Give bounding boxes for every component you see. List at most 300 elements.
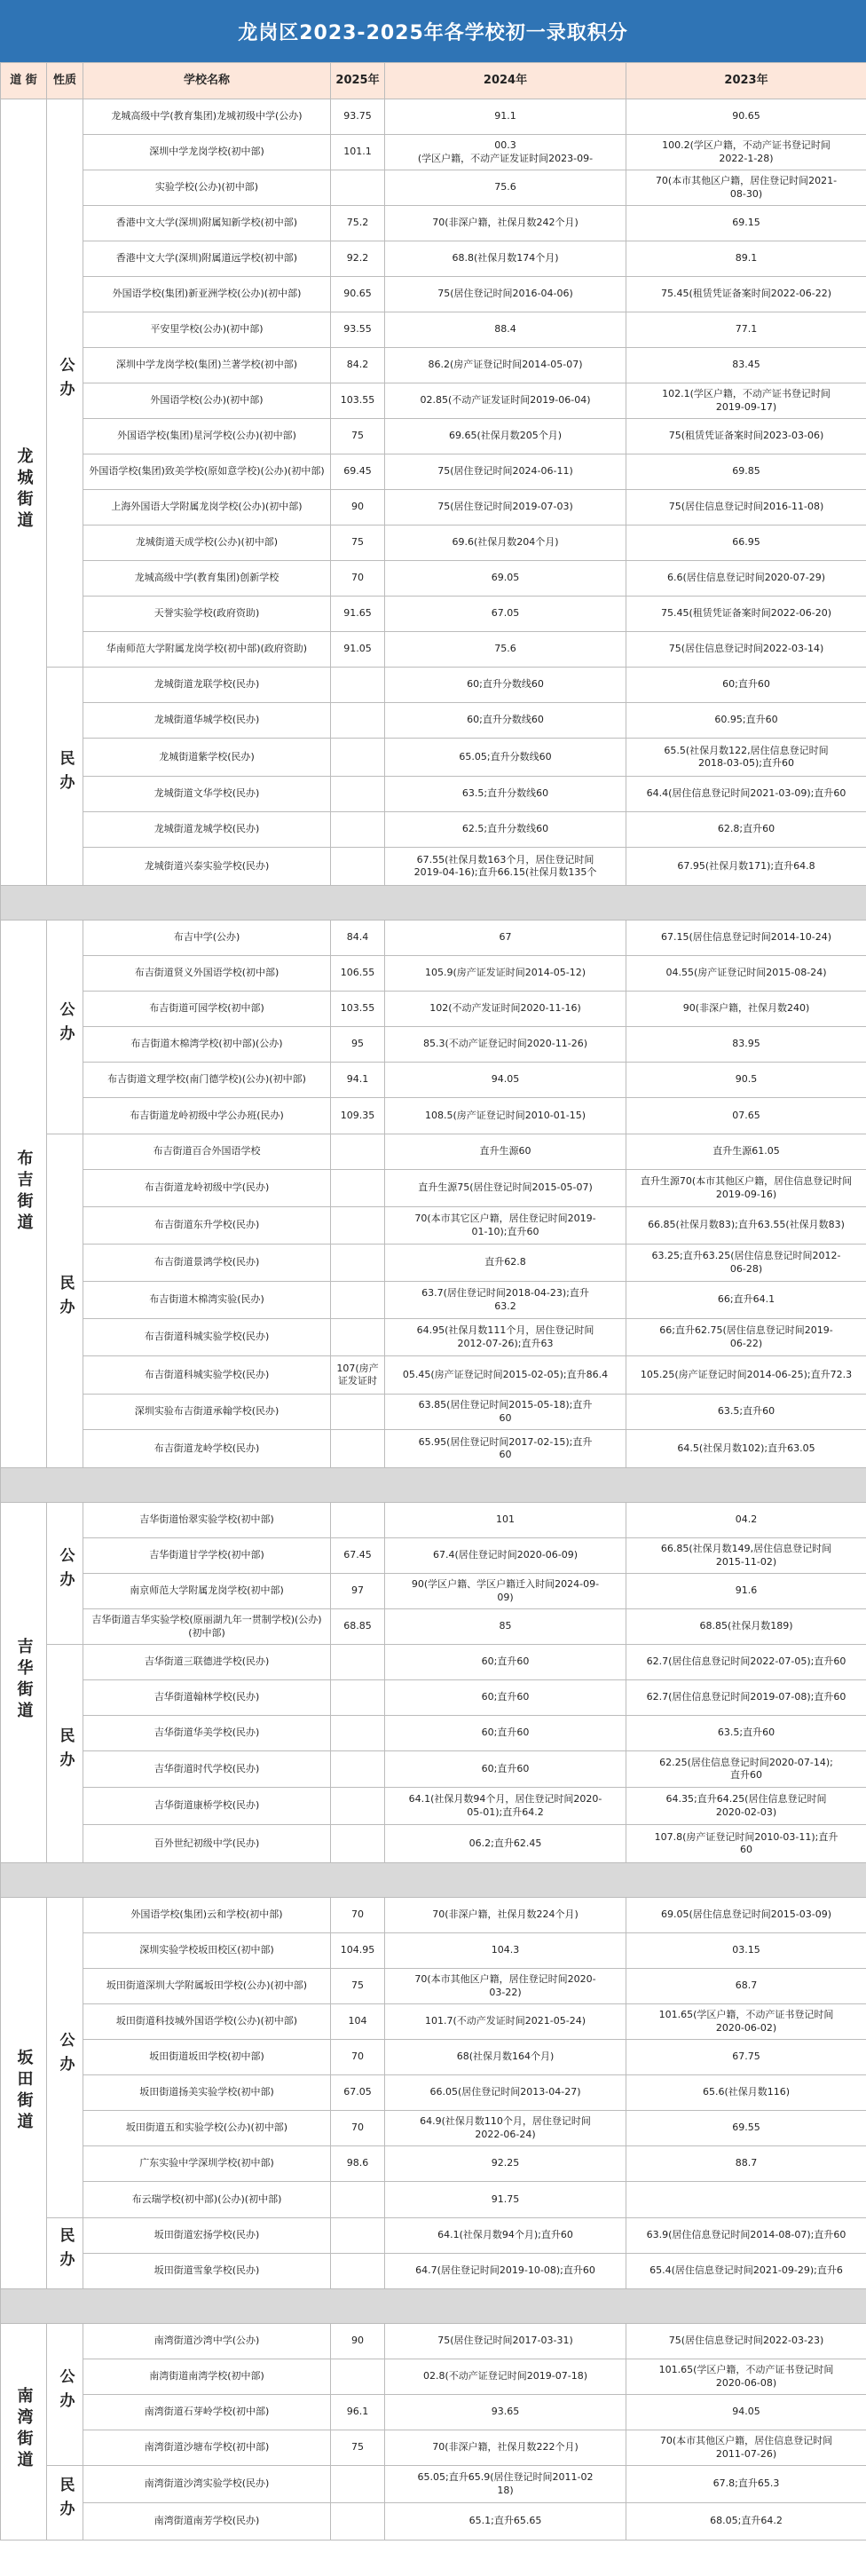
school-name-cell: 龙城街道华城学校(民办) [83,703,331,739]
table-row [1,2430,866,2466]
score-2024-cell: 70(本市其它区户籍，居住登记时间2019- 01-10);直升60 [385,1207,626,1245]
score-2023-cell: 66;直升62.75(居住信息登记时间2019- 06-22) [626,1319,866,1356]
score-2024-cell: 64.95(社保月数111个月，居住登记时间 2012-07-26);直升63 [385,1319,626,1356]
score-2025-cell: 104.95 [331,1933,385,1969]
table-row [1,597,866,632]
school-name-cell: 坂田街道扬美实验学校(初中部) [83,2075,331,2111]
table-row [1,170,866,206]
score-2024-cell: 60;直升分数线60 [385,703,626,739]
score-2023-cell: 67.8;直升65.3 [626,2466,866,2503]
score-2025-cell [331,170,385,206]
table-row [1,206,866,241]
school-name-cell: 布云瑞学校(初中部)(公办)(初中部) [83,2182,331,2218]
school-name-cell: 布吉街道东升学校(民办) [83,1207,331,1245]
table-row [1,2182,866,2218]
score-2024-cell: 92.25 [385,2146,626,2182]
score-2025-cell: 90 [331,2324,385,2359]
school-name-cell: 吉华街道翰林学校(民办) [83,1680,331,1716]
score-2023-cell: 64.35;直升64.25(居住信息登记时间 2020-02-03) [626,1788,866,1825]
score-2024-cell: 62.5;直升分数线60 [385,812,626,848]
school-name-cell: 坂田街道科技城外国语学校(公办)(初中部) [83,2004,331,2040]
score-2024-cell: 68(社保月数164个月) [385,2040,626,2075]
nature-cell [47,2324,83,2466]
school-name-cell: 上海外国语大学附属龙岗学校(公办)(初中部) [83,490,331,525]
table-row [1,1716,866,1751]
score-2025-cell [331,2466,385,2503]
score-2024-cell: 64.9(社保月数110个月，居住登记时间 2022-06-24) [385,2111,626,2146]
score-2024-cell: 70(非深户籍，社保月数224个月) [385,1898,626,1933]
score-2024-cell: 60;直升分数线60 [385,668,626,703]
school-name-cell: 龙城街道紫学校(民办) [83,739,331,777]
score-2023-cell [626,2182,866,2218]
school-name-cell: 坂田街道五和实验学校(公办)(初中部) [83,2111,331,2146]
table-row [1,2040,866,2075]
score-2023-cell: 65.4(居住信息登记时间2021-09-29);直升6 [626,2254,866,2289]
header-street: 道 街 [1,63,47,99]
score-2025-cell: 75 [331,1969,385,2004]
school-name-cell: 香港中文大学(深圳)附属知新学校(初中部) [83,206,331,241]
table-row [1,312,866,348]
table-row [1,956,866,992]
score-2023-cell: 89.1 [626,241,866,277]
score-2025-cell: 84.2 [331,348,385,383]
score-2025-cell: 70 [331,561,385,597]
score-2023-cell: 07.65 [626,1098,866,1134]
score-2024-cell: 67.55(社保月数163个月，居住登记时间 2019-04-16);直升66.15(社保月数135个 [385,848,626,886]
table-row [1,632,866,668]
score-2023-cell: 68.7 [626,1969,866,2004]
score-2024-cell: 66.05(居住登记时间2013-04-27) [385,2075,626,2111]
table-row [1,561,866,597]
nature-cell [47,1645,83,1863]
score-2023-cell: 90(非深户籍，社保月数240) [626,992,866,1027]
table-row [1,992,866,1027]
table-row [1,2218,866,2254]
score-2023-cell: 101.65(学区户籍，不动产证书登记时间 2020-06-02) [626,2004,866,2040]
score-2025-cell [331,2503,385,2540]
street-cell [1,1898,47,2289]
school-name-cell: 布吉街道可园学校(初中部) [83,992,331,1027]
score-2024-cell: 70(非深户籍，社保月数242个月) [385,206,626,241]
score-2025-cell: 93.55 [331,312,385,348]
table-row [1,2004,866,2040]
table-row [1,2111,866,2146]
school-name-cell: 深圳中学龙岗学校(集团)兰著学校(初中部) [83,348,331,383]
score-2025-cell: 101.1 [331,135,385,170]
table-body [1,99,866,2540]
table-row [1,1207,866,1245]
table-row [1,2146,866,2182]
score-2023-cell: 69.15 [626,206,866,241]
table-row [1,1170,866,1207]
school-name-cell: 龙城街道天成学校(公办)(初中部) [83,525,331,561]
score-2023-cell: 63.5;直升60 [626,1395,866,1430]
score-2025-cell [331,1503,385,1538]
section-separator [1,1468,866,1503]
score-2025-cell [331,1319,385,1356]
school-name-cell: 布吉街道龙岭初级中学(民办) [83,1170,331,1207]
score-2024-cell: 63.5;直升分数线60 [385,777,626,812]
nature-label: 公办 [56,2368,75,2417]
school-name-cell: 布吉街道木棉湾实验(民办) [83,1282,331,1319]
score-2025-cell: 94.1 [331,1063,385,1098]
score-2023-cell: 6.6(居住信息登记时间2020-07-29) [626,561,866,597]
score-2024-cell: 105.9(房产证发证时间2014-05-12) [385,956,626,992]
header-2025: 2025年 [331,63,385,99]
score-2025-cell: 70 [331,2111,385,2146]
school-name-cell: 吉华街道三联德进学校(民办) [83,1645,331,1680]
score-2023-cell: 75(居住信息登记时间2022-03-23) [626,2324,866,2359]
score-2024-cell: 64.1(社保月数94个月，居住登记时间2020- 05-01);直升64.2 [385,1788,626,1825]
score-2025-cell [331,812,385,848]
nature-cell [47,2218,83,2289]
table-row [1,135,866,170]
score-2023-cell: 63.5;直升60 [626,1716,866,1751]
score-2023-cell: 107.8(房产证登记时间2010-03-11);直升 60 [626,1825,866,1863]
street-cell [1,921,47,1468]
school-name-cell: 南湾街道石芽岭学校(初中部) [83,2395,331,2430]
table-row [1,1788,866,1825]
score-2025-cell: 67.05 [331,2075,385,2111]
score-2023-cell: 69.85 [626,454,866,490]
table-row [1,1751,866,1788]
table-row [1,1319,866,1356]
nature-cell [47,1503,83,1645]
school-name-cell: 龙城街道兴泰实验学校(民办) [83,848,331,886]
score-2025-cell [331,1282,385,1319]
score-2025-cell [331,1680,385,1716]
table-row [1,703,866,739]
table-row [1,2254,866,2289]
table-row [1,1063,866,1098]
school-name-cell: 吉华街道怡翠实验学校(初中部) [83,1503,331,1538]
table-row [1,2324,866,2359]
school-name-cell: 吉华街道华美学校(民办) [83,1716,331,1751]
score-2025-cell [331,1170,385,1207]
score-2023-cell: 75(居住信息登记时间2022-03-14) [626,632,866,668]
school-name-cell: 深圳中学龙岗学校(初中部) [83,135,331,170]
table-row [1,490,866,525]
score-2023-cell: 102.1(学区户籍，不动产证书登记时间 2019-09-17) [626,383,866,419]
score-2025-cell: 97 [331,1574,385,1609]
school-name-cell: 华南师范大学附属龙岗学校(初中部)(政府资助) [83,632,331,668]
street-name: 吉华街道 [14,1638,34,1724]
score-2023-cell: 62.7(居住信息登记时间2019-07-08);直升60 [626,1680,866,1716]
score-2023-cell: 90.65 [626,99,866,135]
school-name-cell: 龙城街道龙城学校(民办) [83,812,331,848]
score-2025-cell [331,2182,385,2218]
header-2024: 2024年 [385,63,626,99]
school-name-cell: 外国语学校(集团)新亚洲学校(公办)(初中部) [83,277,331,312]
table-row [1,1245,866,1282]
table-row [1,1969,866,2004]
nature-cell [47,921,83,1134]
score-2023-cell: 63.25;直升63.25(居住信息登记时间2012- 06-28) [626,1245,866,1282]
score-2024-cell: 75(居住登记时间2019-07-03) [385,490,626,525]
table-row [1,348,866,383]
score-2024-cell: 63.85(居住登记时间2015-05-18);直升 60 [385,1395,626,1430]
street-name: 布吉街道 [14,1149,34,1235]
score-2023-cell: 101.65(学区户籍，不动产证书登记时间 2020-06-08) [626,2359,866,2395]
score-2024-cell: 63.7(居住登记时间2018-04-23);直升 63.2 [385,1282,626,1319]
school-name-cell: 深圳实验布吉街道承翰学校(民办) [83,1395,331,1430]
score-2025-cell: 70 [331,1898,385,1933]
score-2024-cell: 60;直升60 [385,1716,626,1751]
section-separator [1,2289,866,2324]
score-2023-cell: 75(租赁凭证备案时间2023-03-06) [626,419,866,454]
score-2024-cell: 70(非深户籍，社保月数222个月) [385,2430,626,2466]
street-cell [1,2324,47,2540]
header-school: 学校名称 [83,63,331,99]
table-header-row [1,63,866,99]
table-row [1,454,866,490]
table-row [1,1538,866,1574]
nature-cell [47,99,83,668]
score-2023-cell: 62.8;直升60 [626,812,866,848]
score-2023-cell: 04.55(房产证登记时间2015-08-24) [626,956,866,992]
score-2025-cell [331,2359,385,2395]
school-name-cell: 广东实验中学深圳学校(初中部) [83,2146,331,2182]
score-2024-cell: 104.3 [385,1933,626,1969]
score-2024-cell: 65.95(居住登记时间2017-02-15);直升 60 [385,1430,626,1468]
score-2024-cell: 60;直升60 [385,1680,626,1716]
score-2024-cell: 60;直升60 [385,1751,626,1788]
street-name: 南湾街道 [14,2387,34,2473]
table-row [1,1134,866,1170]
score-2024-cell: 101 [385,1503,626,1538]
school-name-cell: 龙城高级中学(教育集团)创新学校 [83,561,331,597]
score-2023-cell: 67.95(社保月数171);直升64.8 [626,848,866,886]
score-2024-cell: 85.3(不动产证登记时间2020-11-26) [385,1027,626,1063]
table-row [1,921,866,956]
score-2024-cell: 直升62.8 [385,1245,626,1282]
score-2023-cell: 66.95 [626,525,866,561]
score-2023-cell: 65.5(社保月数122,居住信息登记时间 2018-03-05);直升60 [626,739,866,777]
score-2025-cell: 68.85 [331,1609,385,1645]
score-2024-cell: 75(居住登记时间2017-03-31) [385,2324,626,2359]
school-name-cell: 布吉街道龙岭学校(民办) [83,1430,331,1468]
table-row [1,2075,866,2111]
score-2024-cell: 91.75 [385,2182,626,2218]
table-row [1,1933,866,1969]
score-2023-cell: 62.25(居住信息登记时间2020-07-14); 直升60 [626,1751,866,1788]
score-2024-cell: 67.05 [385,597,626,632]
score-2023-cell: 75.45(租赁凭证备案时间2022-06-22) [626,277,866,312]
score-2025-cell: 91.05 [331,632,385,668]
score-2023-cell: 69.05(居住信息登记时间2015-03-09) [626,1898,866,1933]
table-row [1,1609,866,1645]
score-2023-cell: 直升生源70(本市其他区户籍，居住信息登记时间2019-09-16) [626,1170,866,1207]
score-2024-cell: 65.05;直升分数线60 [385,739,626,777]
score-2024-cell: 94.05 [385,1063,626,1098]
score-2023-cell: 62.7(居住信息登记时间2022-07-05);直升60 [626,1645,866,1680]
score-2025-cell: 75.2 [331,206,385,241]
nature-cell [47,1898,83,2218]
school-name-cell: 吉华街道吉华实验学校(原丽湖九年一贯制学校)(公办)(初中部) [83,1609,331,1645]
score-2024-cell: 69.65(社保月数205个月) [385,419,626,454]
score-2025-cell [331,2254,385,2289]
score-2025-cell: 67.45 [331,1538,385,1574]
score-2023-cell: 69.55 [626,2111,866,2146]
school-name-cell: 吉华街道甘学学校(初中部) [83,1538,331,1574]
school-name-cell: 布吉街道科城实验学校(民办) [83,1356,331,1395]
table-row [1,2466,866,2503]
page-title: 龙岗区2023-2025年各学校初一录取积分 [0,0,866,62]
score-2024-cell: 67.4(居住登记时间2020-06-09) [385,1538,626,1574]
score-2024-cell: 75(居住登记时间2016-04-06) [385,277,626,312]
table-row [1,1825,866,1863]
score-2025-cell [331,777,385,812]
score-2023-cell: 77.1 [626,312,866,348]
nature-cell [47,668,83,886]
score-2025-cell [331,848,385,886]
score-2024-cell: 102(不动产发证时间2020-11-16) [385,992,626,1027]
score-2024-cell: 68.8(社保月数174个月) [385,241,626,277]
table-row [1,812,866,848]
score-2025-cell: 70 [331,2040,385,2075]
nature-cell [47,1134,83,1468]
separator-cell [1,2289,866,2324]
score-2024-cell: 70(本市其他区户籍，居住登记时间2020- 03-22) [385,1969,626,2004]
score-2024-cell: 75.6 [385,632,626,668]
score-2023-cell: 83.45 [626,348,866,383]
score-2023-cell: 68.85(社保月数189) [626,1609,866,1645]
score-2023-cell: 94.05 [626,2395,866,2430]
score-2024-cell: 02.85(不动产证发证时间2019-06-04) [385,383,626,419]
school-name-cell: 吉华街道时代学校(民办) [83,1751,331,1788]
school-name-cell: 布吉街道贤义外国语学校(初中部) [83,956,331,992]
score-2025-cell [331,1751,385,1788]
school-name-cell: 外国语学校(公办)(初中部) [83,383,331,419]
score-2023-cell: 83.95 [626,1027,866,1063]
score-2025-cell [331,1245,385,1282]
nature-label: 公办 [56,1000,75,1049]
table-row [1,1574,866,1609]
school-name-cell: 龙城街道文华学校(民办) [83,777,331,812]
table-row [1,99,866,135]
school-name-cell: 布吉街道木棉湾学校(初中部)(公办) [83,1027,331,1063]
street-cell [1,1503,47,1863]
score-2025-cell: 106.55 [331,956,385,992]
school-name-cell: 布吉街道景鸿学校(民办) [83,1245,331,1282]
header-2023: 2023年 [626,63,866,99]
nature-label: 民办 [56,1275,75,1324]
score-2024-cell: 69.05 [385,561,626,597]
table-row [1,1098,866,1134]
school-name-cell: 坂田街道深圳大学附属坂田学校(公办)(初中部) [83,1969,331,2004]
score-2024-cell: 108.5(房产证登记时间2010-01-15) [385,1098,626,1134]
score-2023-cell: 60.95;直升60 [626,703,866,739]
score-2024-cell: 85 [385,1609,626,1645]
school-name-cell: 吉华街道康桥学校(民办) [83,1788,331,1825]
score-2024-cell: 60;直升60 [385,1645,626,1680]
score-2024-cell: 90(学区户籍、学区户籍迁入时间2024-09- 09) [385,1574,626,1609]
score-2025-cell: 90.65 [331,277,385,312]
table-row [1,668,866,703]
score-2025-cell: 95 [331,1027,385,1063]
table-row [1,383,866,419]
score-2023-cell: 03.15 [626,1933,866,1969]
score-2025-cell: 90 [331,490,385,525]
score-2023-cell: 90.5 [626,1063,866,1098]
score-2023-cell: 100.2(学区户籍，不动产证书登记时间 2022-1-28) [626,135,866,170]
score-2025-cell: 75 [331,525,385,561]
section-separator [1,1863,866,1898]
score-2023-cell: 75(居住信息登记时间2016-11-08) [626,490,866,525]
score-2024-cell: 05.45(房产证登记时间2015-02-05);直升86.4 [385,1356,626,1395]
score-2023-cell: 66;直升64.1 [626,1282,866,1319]
street-name: 坂田街道 [14,2048,34,2134]
score-2024-cell: 91.1 [385,99,626,135]
score-2025-cell: 92.2 [331,241,385,277]
score-2025-cell: 96.1 [331,2395,385,2430]
score-2025-cell: 84.4 [331,921,385,956]
score-2023-cell: 75.45(租赁凭证备案时间2022-06-20) [626,597,866,632]
section-separator [1,886,866,921]
separator-cell [1,886,866,921]
score-2023-cell: 63.9(居住信息登记时间2014-08-07);直升60 [626,2218,866,2254]
score-2025-cell [331,668,385,703]
nature-label: 民办 [56,1727,75,1776]
separator-cell [1,1863,866,1898]
table-row [1,1680,866,1716]
score-2024-cell: 02.8(不动产证登记时间2019-07-18) [385,2359,626,2395]
score-2023-cell: 66.85(社保月数149,居住信息登记时间 2015-11-02) [626,1538,866,1574]
table-row [1,2395,866,2430]
table-row [1,1898,866,1933]
score-2025-cell [331,1645,385,1680]
school-name-cell: 布吉中学(公办) [83,921,331,956]
school-name-cell: 深圳实验学校坂田校区(初中部) [83,1933,331,1969]
table-row [1,241,866,277]
table-row [1,1356,866,1395]
school-name-cell: 南湾街道沙湾中学(公办) [83,2324,331,2359]
score-2023-cell: 直升生源61.05 [626,1134,866,1170]
table-row [1,1395,866,1430]
table-row [1,1282,866,1319]
score-2024-cell: 101.7(不动产发证时间2021-05-24) [385,2004,626,2040]
school-name-cell: 外国语学校(集团)致美学校(原如意学校)(公办)(初中部) [83,454,331,490]
score-2025-cell: 103.55 [331,383,385,419]
score-2024-cell: 75(居住登记时间2024-06-11) [385,454,626,490]
table-row [1,525,866,561]
school-name-cell: 香港中文大学(深圳)附属道远学校(初中部) [83,241,331,277]
score-2025-cell: 98.6 [331,2146,385,2182]
score-2023-cell: 88.7 [626,2146,866,2182]
score-2025-cell [331,1716,385,1751]
nature-label: 民办 [56,2227,75,2276]
score-2025-cell [331,1134,385,1170]
score-2023-cell: 67.75 [626,2040,866,2075]
score-2024-cell: 69.6(社保月数204个月) [385,525,626,561]
school-name-cell: 外国语学校(集团)星河学校(公办)(初中部) [83,419,331,454]
score-2024-cell: 64.1(社保月数94个月);直升60 [385,2218,626,2254]
nature-cell [47,2466,83,2540]
score-2024-cell: 00.3 (学区户籍，不动产证发证时间2023-09- [385,135,626,170]
table-row [1,739,866,777]
score-2023-cell: 70(本市其他区户籍，居住登记时间2021- 08-30) [626,170,866,206]
school-name-cell: 南湾街道沙塘布学校(初中部) [83,2430,331,2466]
school-name-cell: 外国语学校(集团)云和学校(初中部) [83,1898,331,1933]
score-2024-cell: 65.05;直升65.9(居住登记时间2011-02 18) [385,2466,626,2503]
score-2024-cell: 75.6 [385,170,626,206]
score-2023-cell: 65.6(社保月数116) [626,2075,866,2111]
school-name-cell: 布吉街道龙岭初级中学公办班(民办) [83,1098,331,1134]
score-2024-cell: 93.65 [385,2395,626,2430]
nature-label: 民办 [56,750,75,799]
nature-label: 公办 [56,1547,75,1596]
table-row [1,419,866,454]
